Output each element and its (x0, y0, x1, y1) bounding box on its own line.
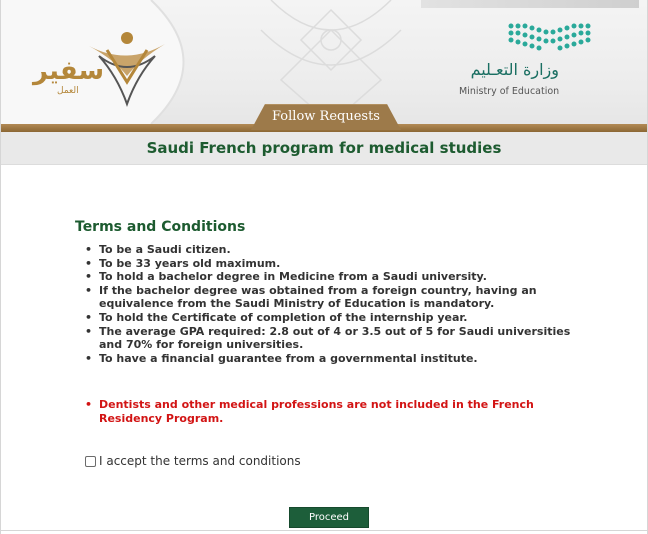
terms-item: • To hold a bachelor degree in Medicine from a Saudi university. (85, 270, 487, 284)
safeer-logo-text: سفير (33, 56, 105, 86)
terms-list (75, 243, 575, 365)
accept-terms-checkbox[interactable] (85, 456, 96, 467)
header-top-strip (421, 0, 639, 8)
bullet-icon: • (85, 283, 93, 297)
bullet-icon: • (85, 243, 93, 256)
bullet-icon: • (85, 324, 93, 338)
safeer-logo-subtext: العمل (57, 86, 79, 96)
bullet-icon: • (85, 310, 93, 324)
proceed-button[interactable]: Proceed (289, 507, 369, 528)
terms-item: • If the bachelor degree was obtained from a foreign country, having an equivalence from the Saudi Ministry of Education is mandatory. (85, 283, 537, 311)
terms-item: • To hold the Certificate of completion of the internship year. (85, 310, 468, 324)
ministry-arabic-name: وزارة التعـليم (470, 60, 559, 79)
terms-section (75, 218, 575, 365)
program-title-bar (1, 132, 647, 165)
notice-item: • Dentists and other medical professions are not included in the French Residency Program. (85, 398, 534, 425)
bottom-border (1, 530, 647, 531)
bullet-icon: • (85, 270, 93, 284)
accept-terms-row (85, 453, 301, 469)
bullet-icon: • (85, 351, 93, 365)
bullet-icon: • (85, 398, 93, 411)
terms-item: • To be a Saudi citizen. (85, 243, 231, 256)
ministry-english-name: Ministry of Education (459, 86, 560, 97)
follow-requests-tab[interactable]: Follow Requests (272, 109, 380, 124)
accept-terms-label[interactable]: I accept the terms and conditions (99, 454, 301, 468)
terms-item: • To have a financial guarantee from a governmental institute. (85, 351, 478, 365)
bullet-icon: • (85, 256, 93, 270)
notice-list (75, 398, 579, 425)
terms-heading: Terms and Conditions (75, 219, 246, 235)
terms-item: • To be 33 years old maximum. (85, 256, 281, 270)
program-title: Saudi French program for medical studies (146, 139, 502, 157)
terms-item: • The average GPA required: 2.8 out of 4 or 3.5 out of 5 for Saudi universities and 70% for foreign universities. (85, 324, 571, 352)
